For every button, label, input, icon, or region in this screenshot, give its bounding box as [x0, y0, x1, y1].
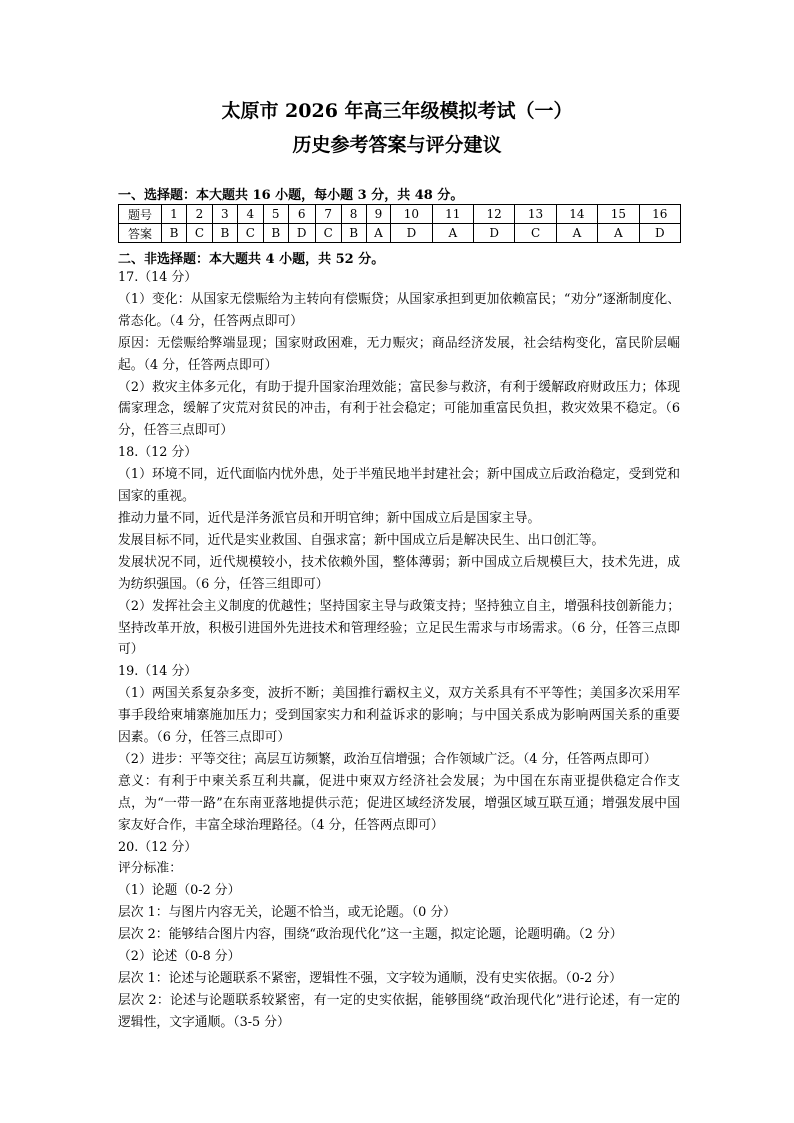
text-line: （2）发挥社会主义制度的优越性；坚持国家主导与政策支持；坚持独立自主，增强科技创新能力；坚持改革开放，积极引进国外先进技术和管理经验；立足民生需求与市场需求。（6 分，任答三点即可） — [118, 598, 680, 658]
answer-cell: A — [598, 224, 639, 243]
question-number: 6 — [288, 205, 315, 224]
text-line: （1）环境不同，近代面临内忧外患，处于半殖民地半封建社会；新中国成立后政治稳定，受到党和国家的重视。 — [118, 467, 680, 505]
section2-body — [118, 267, 680, 1034]
question-number: 1 — [162, 205, 187, 224]
question-number: 7 — [315, 205, 341, 224]
text-line: （1）论题（0-2 分） — [118, 883, 241, 899]
question-number: 9 — [366, 205, 391, 224]
answer-row — [119, 224, 681, 243]
text-line: 原因：无偿赈给弊端显现；国家财政困难，无力赈灾；商品经济发展，社会结构变化，富民阶层崛起。（4 分，任答两点即可） — [118, 335, 680, 373]
row-label-answers: 答案 — [119, 224, 162, 243]
question-number: 11 — [432, 205, 473, 224]
question-number: 16 — [639, 205, 680, 224]
answer-cell: B — [341, 224, 366, 243]
answer-cell: C — [237, 224, 263, 243]
answer-cell: A — [432, 224, 473, 243]
answer-cell: A — [556, 224, 597, 243]
answer-cell: B — [263, 224, 288, 243]
answer-cell: C — [515, 224, 556, 243]
text-line: （1）两国关系复杂多变，波折不断；美国推行霸权主义，双方关系具有不平等性；美国多次采用军事手段给柬埔寨施加压力；受到国家实力和利益诉求的影响；与中国关系成为影响两国关系的重要因素。（6 分，任答三点即可） — [118, 686, 680, 746]
text-line: 层次 2：能够结合图片内容，围绕“政治现代化”这一主题，拟定论题，论题明确。（2 分） — [118, 927, 623, 943]
text-line: 层次 1：论述与论题联系不紧密，逻辑性不强，文字较为通顺，没有史实依据。（0-2 分） — [118, 971, 622, 986]
text-line: （2）进步：平等交往；高层互访频繁，政治互信增强；合作领域广泛。（4 分，任答两点即可） — [118, 751, 657, 767]
text-line: （1）变化：从国家无偿赈给为主转向有偿赈贷；从国家承担到更加依赖富民；“劝分”逐渐制度化、常态化。（4 分，任答两点即可） — [118, 291, 680, 329]
answer-cell: C — [315, 224, 341, 243]
question-number: 13 — [515, 205, 556, 224]
text-line: 评分标准： — [118, 861, 182, 877]
question-number: 8 — [341, 205, 366, 224]
text-line: 17.（14 分） — [118, 270, 198, 285]
section2-heading: 二、非选择题：本大题共 4 小题，共 52 分。 — [118, 252, 385, 267]
question-number: 5 — [263, 205, 288, 224]
text-line: 18.（12 分） — [118, 445, 198, 461]
question-number: 15 — [598, 205, 639, 224]
text-line: 层次 2：论述与论题联系较紧密，有一定的史实依据，能够围绕“政治现代化”进行论述，有一定的逻辑性，文字通顺。（3-5 分） — [118, 992, 680, 1030]
text-line: 层次 1：与图片内容无关，论题不恰当，或无论题。（0 分） — [118, 905, 456, 921]
text-line: 20.（12 分） — [118, 839, 198, 855]
text-line: （2）救灾主体多元化，有助于提升国家治理效能；富民参与救济，有利于缓解政府财政压力；体现儒家理念，缓解了灾荒对贫民的冲击，有利于社会稳定；可能加重富民负担，救灾效果不稳定。（6 分，任答三点即可） — [118, 379, 680, 439]
text-line: 19.（14 分） — [118, 664, 198, 680]
answer-cell: D — [473, 224, 514, 243]
text-line: 推动力量不同，近代是洋务派官员和开明官绅；新中国成立后是国家主导。 — [118, 510, 541, 526]
page-subtitle: 历史参考答案与评分建议 — [292, 134, 502, 156]
answer-cell: B — [162, 224, 187, 243]
text-line: （2）论述（0-8 分） — [118, 949, 241, 965]
question-number: 3 — [212, 205, 237, 224]
question-number: 2 — [186, 205, 212, 224]
question-number: 14 — [556, 205, 597, 224]
answer-cell: D — [391, 224, 432, 243]
answer-table — [118, 204, 681, 243]
row-label-numbers: 题号 — [119, 205, 162, 224]
answer-cell: D — [288, 224, 315, 243]
question-number: 10 — [391, 205, 432, 224]
question-number-row — [119, 205, 681, 224]
text-line: 发展状况不同，近代规模较小，技术依赖外国，整体薄弱；新中国成立后规模巨大，技术先进，成为纺织强国。（6 分，任答三组即可） — [118, 554, 680, 592]
answer-cell: D — [639, 224, 680, 243]
question-number: 12 — [473, 205, 514, 224]
answer-cell: C — [186, 224, 212, 243]
answer-cell: A — [366, 224, 391, 243]
section1-heading: 一、选择题：本大题共 16 小题，每小题 3 分，共 48 分。 — [118, 188, 464, 203]
page-title: 太原市 2026 年高三年级模拟考试（一） — [221, 100, 573, 122]
text-line: 发展目标不同，近代是实业救国、自强求富；新中国成立后是解决民生、出口创汇等。 — [118, 532, 605, 548]
answer-cell: B — [212, 224, 237, 243]
question-number: 4 — [237, 205, 263, 224]
text-line: 意义：有利于中柬关系互利共赢，促进中柬双方经济社会发展；为中国在东南亚提供稳定合作支点，为“一带一路”在东南亚落地提供示范；促进区域经济发展，增强区域互联互通；增强发展中国家友好合作，丰富全球治理路径。（4 分，任答两点即可） — [118, 773, 680, 833]
